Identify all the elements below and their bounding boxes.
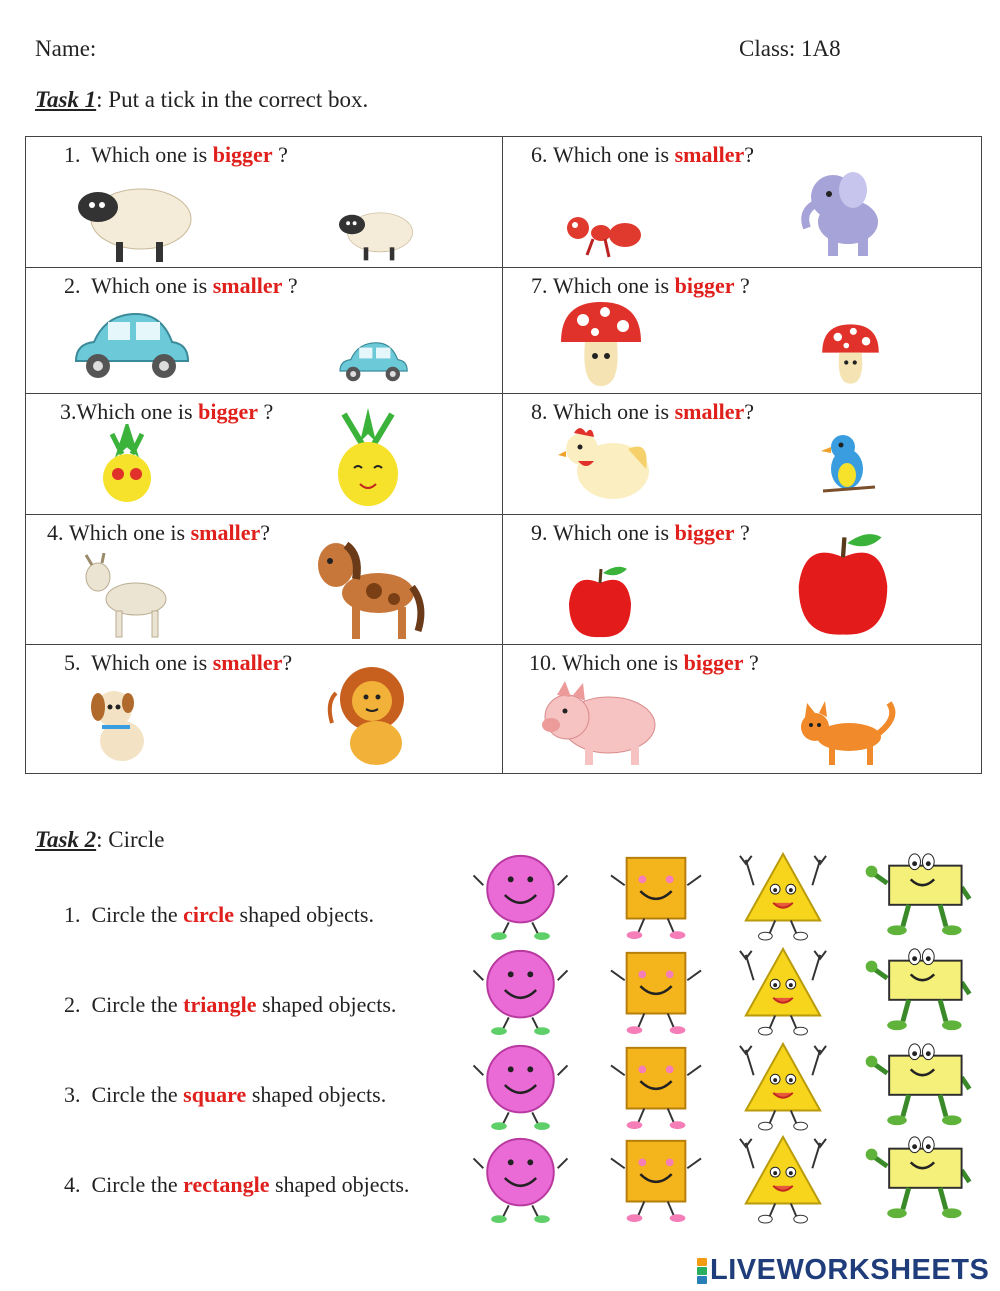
small-apple-icon[interactable] <box>565 563 635 641</box>
task1-heading <box>35 87 368 113</box>
class-label: Class: 1A8 <box>739 36 841 61</box>
square-character-icon[interactable] <box>600 1133 712 1225</box>
triangle-character-icon[interactable] <box>733 1040 833 1132</box>
task1-instruction: : Put a tick in the correct box. <box>96 87 369 112</box>
question-cell-6 <box>503 137 982 268</box>
bird-icon[interactable] <box>819 429 879 501</box>
circle-character-icon[interactable] <box>468 945 573 1037</box>
logo-block-icon <box>697 1276 707 1284</box>
question-3: 3.Which one is bigger ? <box>60 399 274 424</box>
logo-blocks-icon <box>697 1258 707 1284</box>
question-5: 5. Which one is smaller? <box>64 650 293 675</box>
circle-character-icon[interactable] <box>468 1133 573 1225</box>
dog-icon[interactable] <box>84 681 154 769</box>
task2-instruction: : Circle <box>96 827 165 852</box>
circle-character-icon[interactable] <box>468 850 573 942</box>
circle-character-icon[interactable] <box>468 1040 573 1132</box>
question-6: 6. Which one is smaller? <box>531 142 755 167</box>
logo-block-icon <box>697 1258 707 1266</box>
pig-icon[interactable] <box>535 673 665 769</box>
small-car-icon[interactable] <box>334 338 409 386</box>
big-car-icon[interactable] <box>66 306 191 386</box>
big-pineapple-icon[interactable] <box>326 404 411 509</box>
rectangle-character-icon[interactable] <box>852 1133 987 1225</box>
question-8: 8. Which one is smaller? <box>531 399 755 424</box>
hen-icon[interactable] <box>558 419 653 509</box>
question-cell-10 <box>503 645 982 774</box>
horse-icon[interactable] <box>306 535 426 643</box>
task2-question-2: 2. Circle the triangle shaped objects. <box>64 992 397 1017</box>
question-cell-5 <box>26 645 503 774</box>
question-cell-1 <box>26 137 503 268</box>
square-character-icon[interactable] <box>600 1040 712 1132</box>
rectangle-character-icon[interactable] <box>852 1040 987 1132</box>
big-sheep-icon[interactable] <box>66 177 196 263</box>
question-4: 4. Which one is smaller? <box>47 520 271 545</box>
rectangle-character-icon[interactable] <box>852 945 987 1037</box>
question-2: 2. Which one is smaller ? <box>64 273 298 298</box>
question-cell-9 <box>503 515 982 645</box>
ant-icon[interactable] <box>563 203 643 261</box>
small-mushroom-icon[interactable] <box>818 320 883 388</box>
rectangle-character-icon[interactable] <box>852 850 987 942</box>
name-label: Name: <box>35 36 97 61</box>
task1-title: Task 1 <box>35 87 97 112</box>
question-cell-8 <box>503 394 982 515</box>
question-1: 1. Which one is bigger ? <box>64 142 288 167</box>
triangle-character-icon[interactable] <box>733 945 833 1037</box>
small-pineapple-icon[interactable] <box>98 424 156 504</box>
task2-question-4: 4. Circle the rectangle shaped objects. <box>64 1172 410 1197</box>
question-cell-4 <box>26 515 503 645</box>
goat-icon[interactable] <box>78 553 173 641</box>
triangle-character-icon[interactable] <box>733 1133 833 1225</box>
cat-icon[interactable] <box>793 697 903 769</box>
square-character-icon[interactable] <box>600 850 712 942</box>
square-character-icon[interactable] <box>600 945 712 1037</box>
task2-title: Task 2 <box>35 827 97 852</box>
question-cell-7 <box>503 268 982 394</box>
big-mushroom-icon[interactable] <box>555 298 647 390</box>
small-sheep-icon[interactable] <box>331 205 416 261</box>
question-9: 9. Which one is bigger ? <box>531 520 750 545</box>
lion-icon[interactable] <box>326 663 416 769</box>
question-cell-3 <box>26 394 503 515</box>
question-cell-2 <box>26 268 503 394</box>
triangle-character-icon[interactable] <box>733 850 833 942</box>
task2-question-3: 3. Circle the square shaped objects. <box>64 1082 387 1107</box>
logo-text: LIVEWORKSHEETS <box>710 1254 990 1286</box>
big-apple-icon[interactable] <box>793 527 893 642</box>
question-10: 10. Which one is bigger ? <box>529 650 759 675</box>
elephant-icon[interactable] <box>793 162 888 260</box>
task2-question-1: 1. Circle the circle shaped objects. <box>64 902 374 927</box>
logo-block-icon <box>697 1267 707 1275</box>
task2-heading <box>35 827 164 853</box>
task1-table <box>25 136 982 774</box>
question-7: 7. Which one is bigger ? <box>531 273 750 298</box>
liveworksheets-logo[interactable] <box>697 1254 989 1287</box>
